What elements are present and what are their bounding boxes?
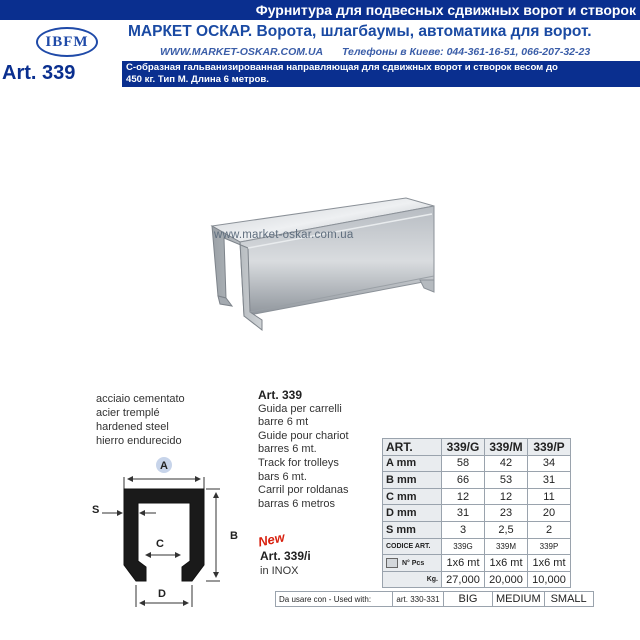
package-icon (386, 558, 398, 568)
guide-line: barre 6 mt (258, 416, 309, 429)
inox-title: Art. 339/i (260, 549, 311, 563)
table-header-cell: 339/G (442, 439, 485, 456)
ibfm-logo: IBFM (36, 27, 98, 57)
guide-line: barras 6 metros (258, 497, 336, 510)
table-row (383, 455, 571, 472)
table-cell (383, 555, 442, 572)
spec-table (382, 438, 571, 588)
guide-line: Guida per carrelli (258, 402, 342, 415)
guide-description (258, 389, 349, 511)
table-cell: S mm (383, 521, 442, 538)
table-cell: 10,000 (528, 571, 571, 588)
table-cell: CODICE ART. (383, 538, 442, 555)
usage-value: BIG (444, 592, 493, 607)
table-cell: 20 (528, 505, 571, 522)
description-line-1: С-образная гальванизированная направляющая для сдвижных ворот и створок весом до (126, 62, 558, 73)
table-row (383, 521, 571, 538)
table-cell: 1x6 mt (528, 555, 571, 572)
material-item: acciaio cementato (96, 393, 185, 405)
photo-watermark: www.market-oskar.com.ua (214, 229, 354, 241)
label-s: S (92, 504, 100, 516)
table-cell: 34 (528, 455, 571, 472)
table-row (383, 571, 571, 588)
table-cell: Kg. (383, 571, 442, 588)
usage-label: Da usare con - Used with: (276, 592, 393, 607)
table-row (383, 505, 571, 522)
table-row (276, 592, 594, 607)
material-list (96, 392, 185, 448)
table-cell: 66 (442, 472, 485, 489)
label-c: C (156, 538, 164, 550)
label-d: D (158, 588, 166, 600)
material-item: hardened steel (96, 421, 169, 433)
table-cell: B mm (383, 472, 442, 489)
label-a: A (160, 460, 168, 472)
guide-line: bars 6 mt. (258, 470, 307, 483)
guide-line: Carril por roldanas (258, 484, 349, 497)
material-item: acier tremplé (96, 407, 160, 419)
table-cell: A mm (383, 455, 442, 472)
new-badge: New (256, 529, 287, 550)
table-cell: 31 (528, 472, 571, 489)
table-cell: 42 (485, 455, 528, 472)
table-header-cell: ART. (383, 439, 442, 456)
table-cell: 12 (485, 488, 528, 505)
table-cell: 53 (485, 472, 528, 489)
table-cell: 339G (442, 538, 485, 555)
table-header-cell: 339/P (528, 439, 571, 456)
table-cell: C mm (383, 488, 442, 505)
table-row (383, 472, 571, 489)
table-cell: 23 (485, 505, 528, 522)
table-header-cell: 339/M (485, 439, 528, 456)
table-cell: 1x6 mt (442, 555, 485, 572)
usage-part: art. 330-331 (393, 592, 444, 607)
table-cell: 20,000 (485, 571, 528, 588)
table-cell: 339M (485, 538, 528, 555)
table-cell: D mm (383, 505, 442, 522)
table-cell: 2 (528, 521, 571, 538)
table-row (383, 488, 571, 505)
table-cell: 27,000 (442, 571, 485, 588)
table-cell: 12 (442, 488, 485, 505)
table-cell: 339P (528, 538, 571, 555)
guide-line: Track for trolleys (258, 456, 339, 469)
guide-title: Art. 339 (258, 388, 303, 402)
guide-line: barres 6 mt. (258, 443, 317, 456)
usage-value: SMALL (544, 592, 593, 607)
table-cell: 58 (442, 455, 485, 472)
guide-line: Guide pour chariot (258, 429, 349, 442)
product-photo (210, 188, 446, 348)
store-tagline: МАРКЕТ ОСКАР. Ворота, шлагбаумы, автоматика для ворот. (128, 23, 592, 40)
phone-numbers: Телефоны в Киеве: 044-361-16-51, 066-207-32-23 (342, 46, 591, 58)
website-link[interactable]: WWW.MARKET-OSKAR.COM.UA (160, 46, 324, 58)
page-title: Фурнитура для подвесных сдвижных ворот и створок (0, 0, 640, 20)
description-line-2: 450 кг. Тип М. Длина 6 метров. (126, 74, 269, 85)
label-b: B (230, 530, 238, 542)
table-cell: 31 (442, 505, 485, 522)
table-cell: 2,5 (485, 521, 528, 538)
table-header-row (383, 439, 571, 456)
usage-table (275, 591, 594, 607)
table-cell: 3 (442, 521, 485, 538)
inox-text: in INOX (260, 565, 299, 577)
usage-value: MEDIUM (493, 592, 545, 607)
table-row (383, 555, 571, 572)
pcs-label: N° Pcs (401, 559, 425, 567)
article-number: Art. 339 (0, 61, 122, 85)
cross-section-diagram (80, 455, 250, 615)
material-item: hierro endurecido (96, 435, 182, 447)
table-cell: 11 (528, 488, 571, 505)
table-cell: 1x6 mt (485, 555, 528, 572)
table-row (383, 538, 571, 555)
article-description (122, 61, 640, 87)
